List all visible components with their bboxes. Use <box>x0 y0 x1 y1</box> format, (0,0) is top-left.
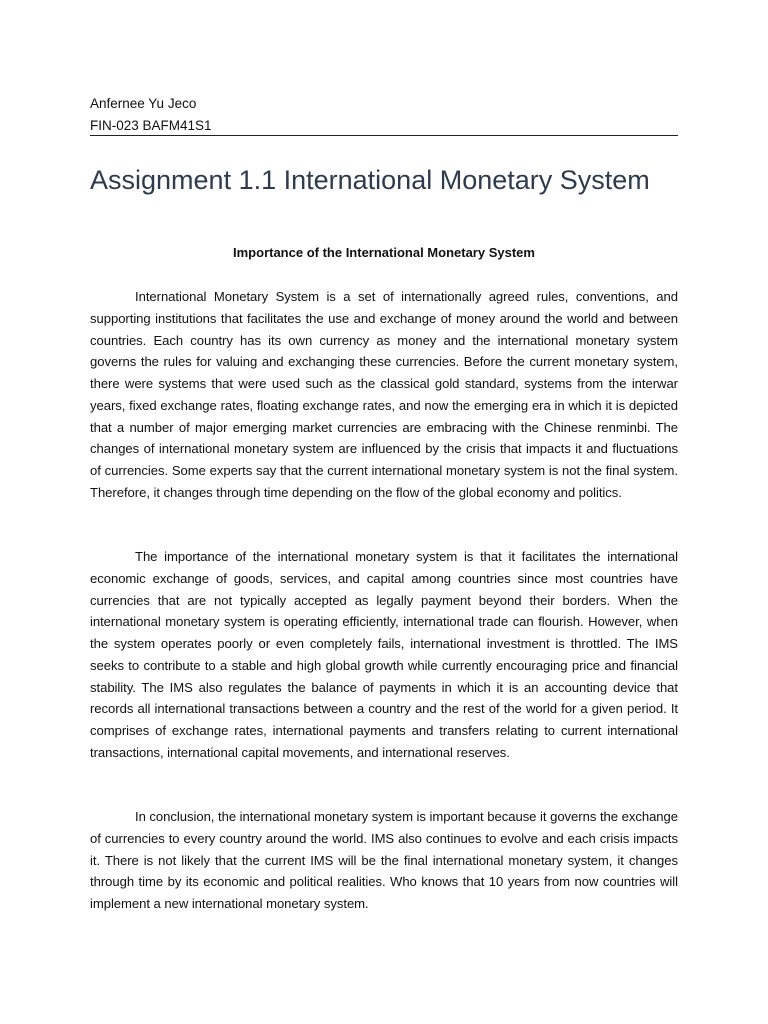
paragraph-conclusion: In conclusion, the international monetary system is important because it governs the exchange of currencies to every country around the world. IMS also continues to evolve and each crisis impacts it. There is not likely that the current IMS will be the final international monetary system, it changes through time by its economic and political realities. Who knows that 10 years from now countries will implement a new international monetary system. <box>90 809 678 911</box>
header-divider <box>90 135 678 136</box>
paragraph-definition: International Monetary System is a set of internationally agreed rules, conventions, and supporting institutions that facilitates the use and exchange of money around the world and between countries. Each country has its own currency as money and the international monetary system governs the rules for valuing and exchanging these currencies. Before the current monetary system, there were systems that were used such as the classical gold standard, systems from the interwar years, fixed exchange rates, floating exchange rates, and now the emerging era in which it is depicted that a number of major emerging market currencies are embracing with the Chinese renminbi. The changes of international monetary system are influenced by the crisis that impacts it and fluctuations of currencies. Some experts say that the current international monetary system is not the final system. Therefore, it changes through time depending on the flow of the global economy and politics. <box>90 289 678 500</box>
author-name: Anfernee Yu Jeco <box>90 96 197 111</box>
page-title: Assignment 1.1 International Monetary System <box>90 165 650 195</box>
section-heading: Importance of the International Monetary System <box>233 245 535 260</box>
course-code: FIN-023 BAFM41S1 <box>90 118 212 133</box>
paragraph-importance: The importance of the international monetary system is that it facilitates the international economic exchange of goods, services, and capital among countries since most countries have currencies that are not typically accepted as legally payment beyond their borders. When the international monetary system is operating efficiently, international trade can flourish. However, when the system operates poorly or even completely fails, international investment is throttled. The IMS seeks to contribute to a stable and high global growth while currently encouraging price and financial stability. The IMS also regulates the balance of payments in which it is an accounting device that records all international transactions between a country and the rest of the world for a given period. It comprises of exchange rates, international payments and transfers relating to current international transactions, international capital movements, and international reserves. <box>90 549 678 760</box>
document-header <box>90 93 678 137</box>
